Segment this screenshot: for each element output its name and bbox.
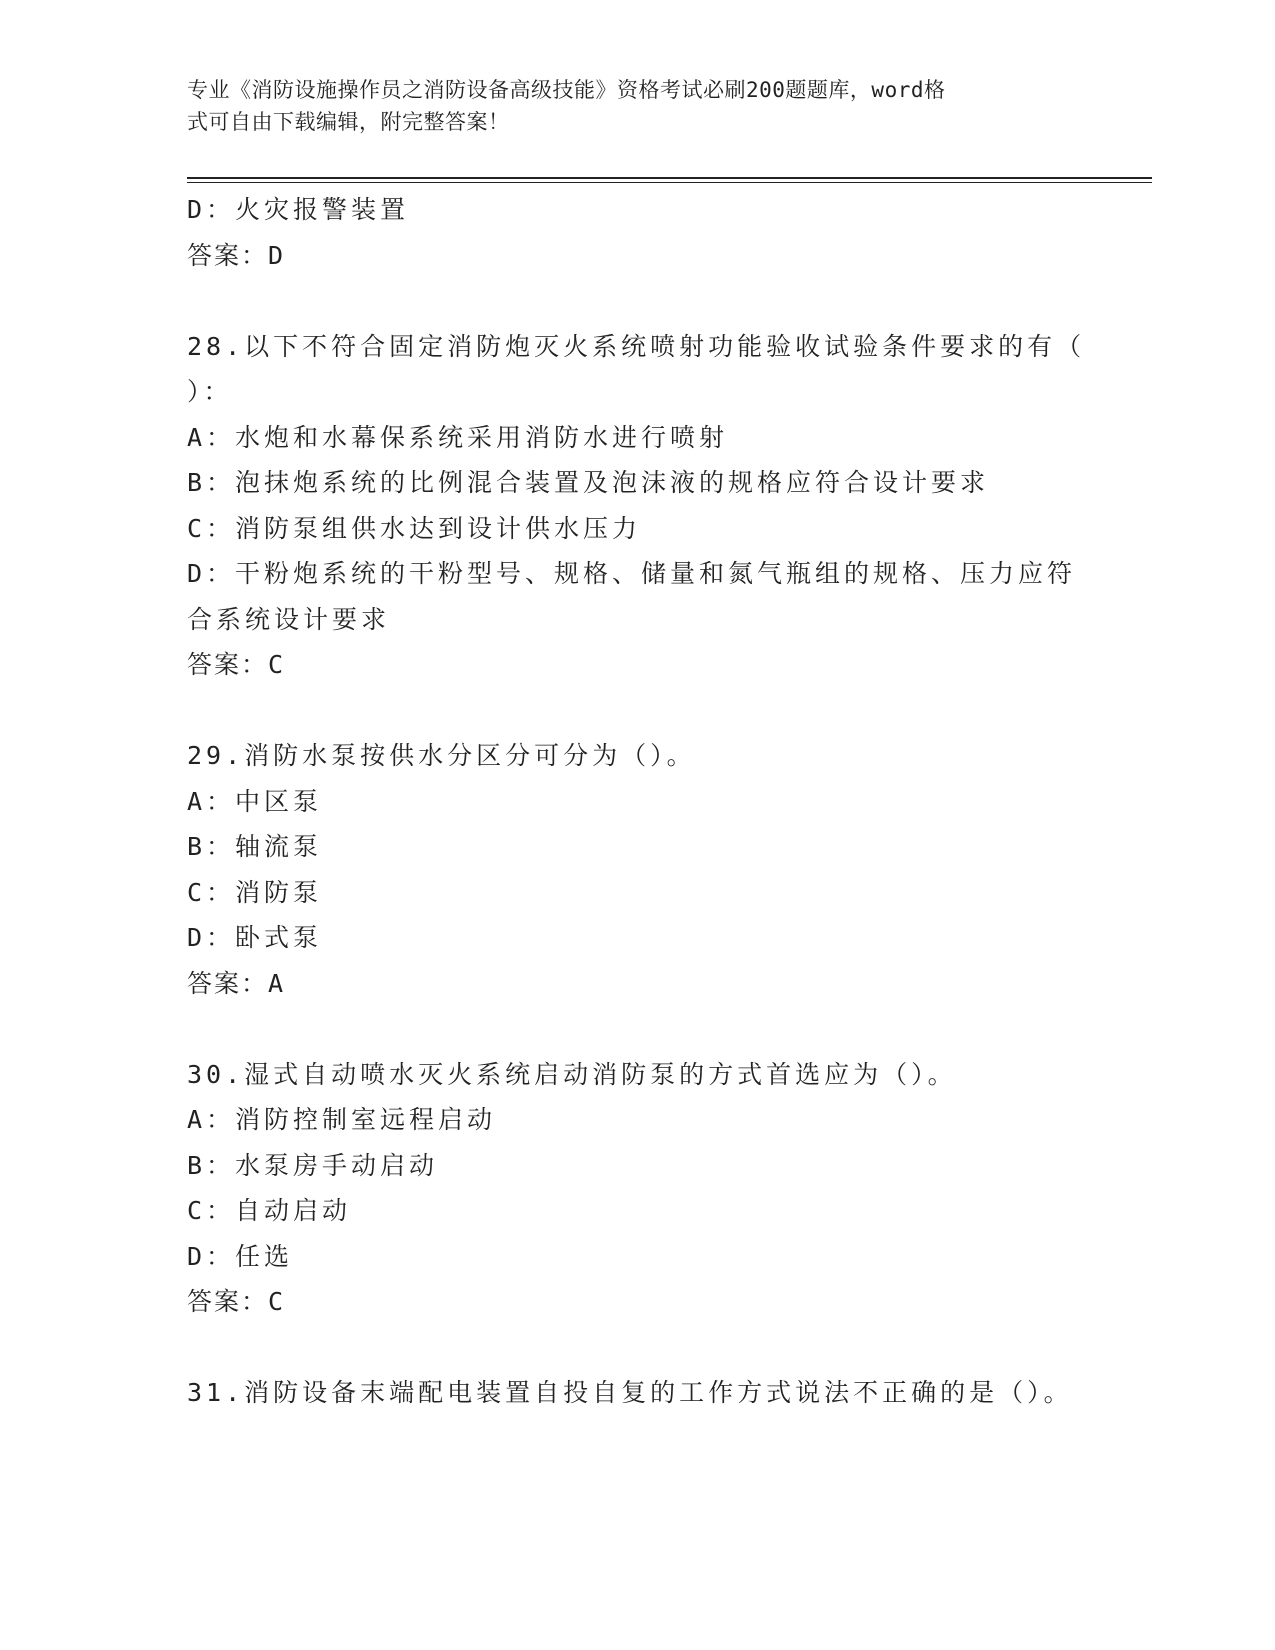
question-30-option-a: A：消防控制室远程启动 [187,1105,497,1134]
prev-question-option-d: D：火灾报警装置 [187,195,410,224]
question-30-option-c: C：自动启动 [187,1196,352,1225]
question-30-option-d: D：任选 [187,1241,294,1271]
question-30-option-b: B：水泵房手动启动 [187,1150,439,1180]
question-30-stem: 30.湿式自动喷水灭火系统启动消防泵的方式首选应为（）。 [187,1059,957,1089]
question-30 [187,1052,1087,1325]
question-29-option-a: A：中区泵 [187,786,323,816]
question-29 [187,733,1087,1006]
question-28-answer: 答案：C [187,650,286,679]
question-28-option-b: B：泡抹炮系统的比例混合装置及泡沫液的规格应符合设计要求 [187,468,990,497]
question-29-stem: 29.消防水泵按供水分区分可分为（）。 [187,741,696,770]
spacer [187,1325,1087,1371]
question-29-option-c: C：消防泵 [187,877,323,907]
question-28-option-a: A：水炮和水幕保系统采用消防水进行喷射 [187,422,729,452]
header-title-line-1: 专业《消防设施操作员之消防设备高级技能》资格考试必刷200题题库，word格 [187,78,946,102]
question-31 [187,1370,1087,1416]
document-body [187,187,1087,1416]
question-28-option-d-line-1: D：干粉炮系统的干粉型号、规格、储量和氮气瓶组的规格、压力应符 [187,559,1077,588]
question-28-stem-line-1: 28.以下不符合固定消防炮灭火系统喷射功能验收试验条件要求的有（ [187,331,1086,361]
question-29-answer: 答案：A [187,968,286,998]
page-header [187,74,1067,138]
prev-question-answer: 答案：D [187,240,286,270]
header-divider-thin [187,182,1152,183]
question-29-option-b: B：轴流泵 [187,832,323,861]
question-30-answer: 答案：C [187,1287,286,1316]
header-divider-thick [187,177,1152,179]
question-28-option-c: C：消防泵组供水达到设计供水压力 [187,513,642,543]
header-title-line-2: 式可自由下载编辑，附完整答案！ [187,110,510,134]
question-28-stem-line-2: ）： [187,377,233,406]
spacer [187,688,1087,734]
question-31-stem: 31.消防设备末端配电装置自投自复的工作方式说法不正确的是（）。 [187,1378,1073,1407]
question-28 [187,324,1087,688]
question-29-option-d: D：卧式泵 [187,923,323,952]
spacer [187,1006,1087,1052]
spacer [187,278,1087,324]
question-28-option-d-line-2: 合系统设计要求 [187,604,391,634]
